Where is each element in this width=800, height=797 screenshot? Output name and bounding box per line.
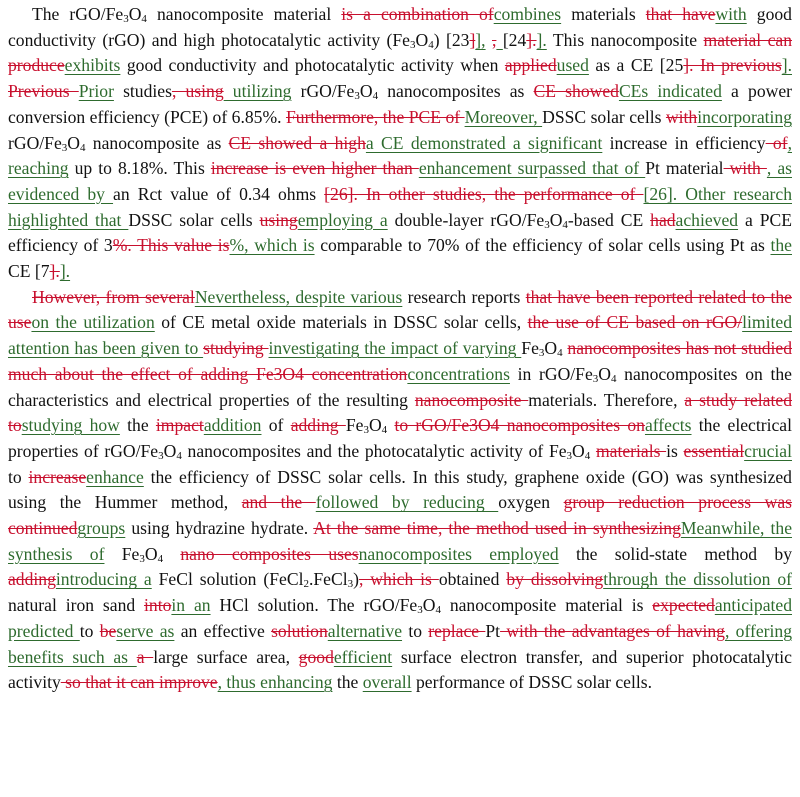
text-run: obtained [438, 569, 507, 590]
subscript-text: 4 [584, 449, 591, 462]
inserted-text: the [770, 235, 792, 256]
deleted-text: , using [171, 81, 224, 102]
deleted-text: However, from several [32, 286, 195, 307]
text-run: good conductivity (rGO) and high photocatalytic activity (Fe [8, 4, 792, 50]
deleted-text: , [491, 29, 497, 50]
text-run: ) [23 [433, 29, 470, 50]
subscript-text: 3 [566, 449, 573, 462]
inserted-text: followed by reducing [315, 492, 499, 513]
text-run: nanocomposites on the characteristics and electrical properties of the resulting [8, 363, 792, 410]
text-run: the solid-state method by [558, 543, 792, 564]
subscript-text: 4 [157, 552, 164, 565]
text-run: as a CE [25 [588, 55, 684, 76]
inserted-text: enhance [86, 466, 144, 487]
deleted-text: material can produce [8, 29, 792, 76]
subscript-text: 4 [435, 604, 441, 617]
deleted-text: impact [155, 415, 204, 436]
text-run: O [128, 4, 142, 24]
text-run: O [359, 81, 373, 102]
subscript-text: 3 [363, 424, 369, 437]
text-run: nanocomposite material [146, 4, 342, 24]
inserted-text: achieved [675, 209, 739, 230]
text-run: Fe [345, 415, 364, 436]
deleted-text: increase is even higher than [210, 158, 419, 179]
text-run: in rGO/Fe [509, 363, 593, 384]
inserted-text: efficient [333, 646, 393, 667]
deleted-text: %. This value is [112, 235, 230, 256]
deleted-text: and the [241, 492, 316, 513]
inserted-text: incorporating [697, 106, 792, 127]
deleted-text: good [298, 646, 334, 667]
text-run: up to 8.18%. This [68, 158, 211, 179]
subscript-text: 4 [428, 38, 434, 51]
inserted-text: with [715, 4, 747, 24]
deleted-text: expected [652, 595, 715, 616]
subscript-text: 2 [303, 578, 309, 591]
inserted-text: , thus enhancing [217, 672, 333, 693]
text-run: O [368, 415, 382, 436]
subscript-text: 4 [176, 449, 182, 462]
text-run: Pt material [645, 158, 724, 179]
text-run: Fe [521, 338, 539, 359]
inserted-text: %, which is [229, 235, 315, 256]
text-run: The rGO/Fe [32, 4, 124, 24]
inserted-text: nanocomposites employed [358, 543, 559, 564]
inserted-text: groups [77, 518, 126, 539]
text-run: oxygen [498, 492, 564, 513]
deleted-text: ]. In previous [683, 55, 782, 76]
text-run: the efficiency of DSSC solar cells. In this study, graphene oxide (GO) was synthesized using the Hummer method, [8, 466, 792, 513]
subscript-text: 3 [347, 578, 354, 591]
text-run: DSSC solar cells [128, 209, 260, 230]
text-run: of [261, 415, 291, 436]
deleted-text: [26]. In other studies, the performance of [324, 183, 644, 204]
text-run: an Rct value of 0.34 ohms [113, 183, 325, 204]
text-run: materials. Therefore, [528, 389, 685, 410]
subscript-text: 4 [557, 347, 563, 360]
paragraph-2 [8, 285, 792, 696]
inserted-text: studying how [21, 415, 120, 436]
text-run: O [598, 363, 611, 384]
text-run: .FeCl [308, 569, 348, 590]
deleted-text: replace [428, 620, 486, 641]
deleted-text: nanocomposite [414, 389, 529, 410]
deleted-text: by dissolving [506, 569, 604, 590]
inserted-text: affects [644, 415, 692, 436]
deleted-text: essential [683, 440, 745, 461]
deleted-text: adding [8, 569, 56, 590]
subscript-text: 3 [417, 604, 423, 617]
inserted-text: Meanwhile, the synthesis of [8, 518, 792, 564]
text-run: HCl solution. The rGO/Fe [210, 595, 418, 616]
inserted-text: ]. [59, 261, 71, 282]
inserted-text: investigating the impact of varying [268, 338, 522, 359]
subscript-text: 3 [139, 552, 145, 565]
subscript-text: 4 [562, 218, 568, 231]
deleted-text: with [665, 106, 698, 127]
deleted-text: so that it can improve [60, 672, 218, 693]
text-run: CE [7 [8, 261, 50, 282]
text-run: O [415, 29, 429, 50]
inserted-text: overall [362, 672, 412, 693]
deleted-text: CE showed [533, 81, 619, 102]
deleted-text: had [650, 209, 676, 230]
deleted-text: increase [28, 466, 87, 487]
text-run: increase in efficiency [602, 132, 766, 153]
inserted-text: ]. [536, 29, 547, 50]
text-run: to [402, 620, 429, 641]
deleted-text: of [765, 132, 788, 153]
text-run: natural iron sand [8, 595, 145, 616]
subscript-text: 3 [538, 347, 545, 360]
deleted-text: group reduction process was continued [8, 492, 792, 539]
text-run: large surface area, [153, 646, 299, 667]
subscript-text: 3 [158, 449, 164, 462]
text-run: the electrical properties of rGO/Fe [8, 415, 793, 461]
deleted-text: a study related to [8, 389, 792, 436]
subscript-text: 4 [381, 424, 388, 437]
deleted-text: with the advantages of having [500, 620, 725, 641]
inserted-text: used [556, 55, 589, 76]
text-run: O [422, 595, 436, 616]
text-run: the [332, 672, 363, 693]
text-run: O [549, 209, 563, 230]
text-run: research reports [402, 286, 526, 307]
text-run: double-layer rGO/Fe [387, 209, 545, 230]
subscript-text: 3 [123, 13, 129, 25]
subscript-text: 3 [354, 90, 360, 103]
inserted-text: Nevertheless, despite various [194, 286, 403, 307]
deleted-text: a [136, 646, 154, 667]
inserted-text: on the utilization [31, 312, 155, 333]
text-run: This nanocomposite [546, 29, 704, 50]
inserted-text: CEs indicated [618, 81, 722, 102]
paragraph-1 [8, 2, 792, 285]
deleted-text: Previous [8, 81, 79, 102]
text-run: using hydrazine hydrate. [125, 518, 314, 539]
inserted-text: exhibits [64, 55, 121, 76]
text-run: of CE metal oxide materials in DSSC solar cells, [154, 312, 528, 333]
text-run: [24 [502, 29, 527, 50]
inserted-text: ]. [781, 55, 792, 76]
subscript-text: 3 [409, 38, 416, 51]
deleted-text: that have been reported related to the use [8, 286, 792, 333]
inserted-text: utilizing [223, 81, 292, 102]
deleted-text: Furthermore, the PCE of [285, 106, 465, 127]
deleted-text: applied [504, 55, 557, 76]
text-run: a PCE efficiency of 3 [8, 209, 792, 256]
text-run: ) [353, 569, 359, 590]
text-run: O [144, 543, 158, 564]
inserted-text: [26]. Other research highlighted that [8, 183, 792, 230]
text-run: O [163, 440, 177, 461]
inserted-text: serve as [116, 620, 175, 641]
text-run: the [119, 415, 156, 436]
subscript-text: 4 [141, 13, 147, 25]
text-run: nanocomposite material is [440, 595, 653, 616]
deleted-text: CE showed a high [228, 132, 366, 153]
deleted-text: solution [271, 620, 328, 641]
subscript-text: 3 [61, 141, 68, 154]
deleted-text: using [259, 209, 298, 230]
inserted-text: in an [171, 595, 211, 616]
deleted-text: be [99, 620, 117, 641]
deleted-text: At the same time, the method used in synthesizing [313, 518, 681, 539]
text-run: comparable to 70% of the efficiency of solar cells using Pt as [314, 235, 771, 256]
text-run: Fe [104, 543, 140, 564]
inserted-text: ], [475, 29, 486, 50]
deleted-text: studying [203, 338, 269, 359]
text-run: good conductivity and photocatalytic activity when [120, 55, 505, 76]
subscript-text: 3 [544, 218, 550, 231]
text-run: to [8, 466, 29, 487]
text-run: nanocomposites and the photocatalytic activity of Fe [181, 440, 567, 461]
text-run: O [67, 132, 80, 153]
inserted-text: enhancement surpassed that of [418, 158, 646, 179]
inserted-text: concentrations [407, 363, 510, 384]
deleted-text: materials [595, 440, 667, 461]
deleted-text: to rGO/Fe3O4 nanocomposites on [394, 415, 645, 436]
text-run: performance of DSSC solar cells. [411, 672, 652, 693]
inserted-text: , as evidenced by [8, 158, 792, 204]
text-run: rGO/Fe [291, 81, 355, 102]
text-run: O [544, 338, 558, 359]
text-run: rGO/Fe [8, 132, 62, 153]
subscript-text: 4 [610, 372, 617, 385]
inserted-text: employing a [297, 209, 388, 230]
inserted-text: limited attention has been given to [8, 312, 792, 359]
inserted-text: crucial [744, 440, 792, 461]
inserted-text: combines [493, 4, 562, 24]
deleted-text: adding [290, 415, 346, 436]
inserted-text: anticipated predicted [8, 595, 792, 641]
deleted-text: with [723, 158, 767, 179]
deleted-text: that have [645, 4, 716, 24]
subscript-text: 3 [592, 372, 599, 385]
inserted-text: , offering benefits such as [8, 620, 792, 667]
inserted-text: Prior [78, 81, 114, 102]
inserted-text: addition [203, 415, 262, 436]
deleted-text: nanocomposites has not studied much about the effect of adding Fe3O4 concentration [8, 338, 792, 384]
text-run: Pt [485, 620, 501, 641]
deleted-text: ]. [526, 29, 537, 50]
subscript-text: 4 [372, 90, 379, 103]
deleted-text: nano composites uses [180, 543, 359, 564]
text-run: O [572, 440, 585, 461]
subscript-text: 4 [79, 141, 86, 154]
inserted-text: a CE demonstrated a significant [365, 132, 603, 153]
deleted-text: is a combination of [341, 4, 494, 24]
inserted-text: , reaching [8, 132, 792, 179]
inserted-text: introducing a [55, 569, 152, 590]
text-run: nanocomposite as [85, 132, 229, 153]
text-run [163, 544, 180, 564]
deleted-text: the use of CE based on rGO/ [527, 312, 743, 333]
inserted-text: Moreover, [464, 106, 543, 127]
text-run: a power conversion efficiency (PCE) of 6.85%. [8, 81, 792, 127]
text-run: studies [113, 81, 172, 102]
deleted-text: into [144, 595, 172, 616]
text-run: is [666, 440, 684, 461]
text-run: materials [561, 4, 646, 24]
text-run: surface electron transfer, and superior photocatalytic activity [8, 646, 792, 693]
text-run: an effective [174, 620, 272, 641]
text-run: -based CE [567, 209, 651, 230]
text-run: nanocomposites as [378, 81, 534, 102]
deleted-text: ]. [49, 261, 60, 282]
inserted-text: alternative [327, 620, 403, 641]
text-run: to [79, 620, 100, 641]
deleted-text: ] [469, 29, 476, 50]
inserted-text: through the dissolution of [603, 569, 793, 590]
text-run: FeCl solution (FeCl [151, 569, 304, 590]
text-run: DSSC solar cells [542, 106, 666, 127]
deleted-text: , which is [358, 569, 439, 590]
